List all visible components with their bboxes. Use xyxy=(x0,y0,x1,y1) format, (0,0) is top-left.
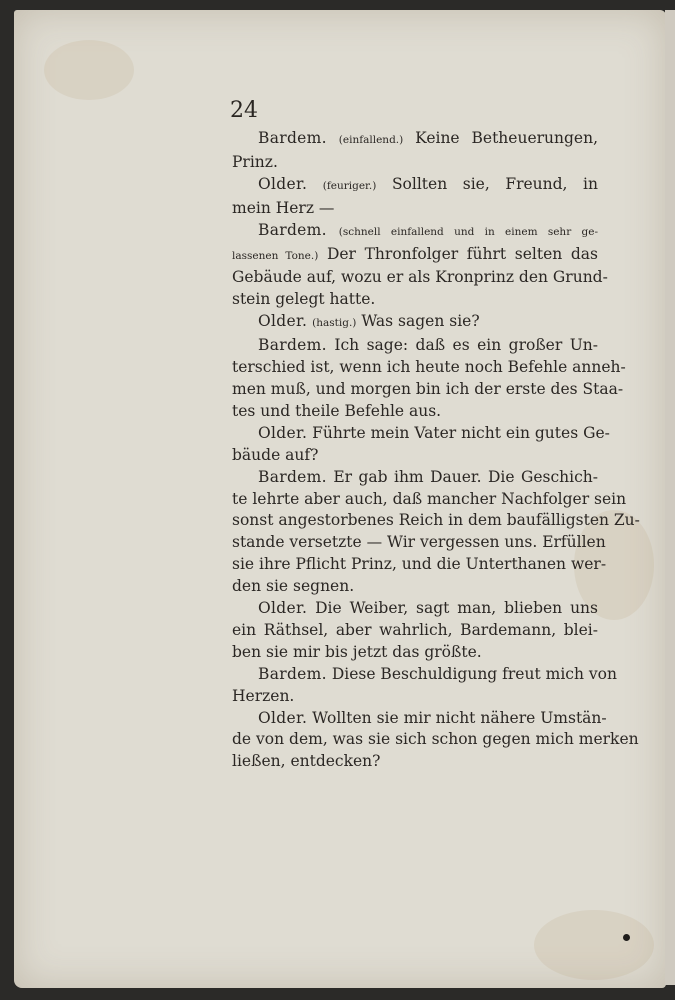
line-text: men muß, und morgen bin ich der erste des Staa- xyxy=(232,379,624,398)
text-line xyxy=(232,598,598,620)
line-text: Sollten sie, Freund, in xyxy=(391,174,598,193)
line-text: ließen, entdecken? xyxy=(232,752,381,771)
text-line xyxy=(232,289,598,311)
line-text: Die Weiber, sagt man, blieben uns xyxy=(315,599,598,618)
text-line xyxy=(232,532,606,554)
text-line xyxy=(232,198,598,220)
speaker-name: Older. xyxy=(258,599,308,618)
text-line xyxy=(232,335,598,357)
text-line xyxy=(232,152,598,174)
speaker-name: Bardem. xyxy=(258,467,327,486)
text-line xyxy=(232,423,610,445)
text-line xyxy=(232,489,627,511)
text-line xyxy=(232,244,598,268)
ink-dot xyxy=(623,934,630,941)
speaker-name: Bardem. xyxy=(258,129,327,147)
stage-direction: lassenen Tone.) xyxy=(232,249,319,262)
text-line xyxy=(232,220,598,244)
body-text xyxy=(232,128,640,773)
stage-direction: (feuriger.) xyxy=(322,179,377,192)
line-text: Wollten sie mir nicht nähere Umstän- xyxy=(312,708,607,727)
line-text: tes und theile Befehle aus. xyxy=(232,401,442,420)
paper-stain xyxy=(534,910,654,980)
text-line xyxy=(232,620,598,642)
line-text: Herzen. xyxy=(232,686,295,705)
speaker-name: Bardem. xyxy=(258,664,327,683)
text-line xyxy=(232,642,598,664)
line-text: Der Thronfolger führt selten das xyxy=(326,244,598,263)
text-line xyxy=(232,174,598,198)
text-line xyxy=(232,664,617,686)
stage-direction: (einfallend.) xyxy=(338,134,404,146)
line-text: stande versetzte — Wir vergessen uns. Erfüllen xyxy=(232,533,606,552)
speaker-name: Bardem. xyxy=(258,220,327,239)
text-line xyxy=(232,267,608,289)
line-text: Keine Betheuerungen, xyxy=(415,129,598,147)
line-text: Gebäude auf, wozu er als Kronprinz den Grund- xyxy=(232,268,608,287)
text-line xyxy=(232,686,598,708)
line-text: Führte mein Vater nicht ein gutes Ge- xyxy=(312,423,610,442)
page-number: 24 xyxy=(230,98,258,123)
speaker-name: Older. xyxy=(258,708,308,727)
line-text: den sie segnen. xyxy=(232,577,355,596)
paper-stain xyxy=(44,40,134,100)
text-line xyxy=(232,729,639,751)
stage-direction: (schnell einfallend und in einem sehr ge- xyxy=(338,225,598,238)
line-text: te lehrte aber auch, daß mancher Nachfolger sein xyxy=(232,489,627,508)
stage-direction: (hastig.) xyxy=(312,317,357,330)
line-text: ben sie mir bis jetzt das größte. xyxy=(232,642,482,661)
line-text: sie ihre Pflicht Prinz, und die Unterthanen wer- xyxy=(232,555,607,574)
line-text: mein Herz — xyxy=(232,198,335,217)
text-line xyxy=(232,510,640,532)
text-line xyxy=(232,379,624,401)
text-line xyxy=(232,576,598,598)
speaker-name: Older. xyxy=(258,174,308,193)
line-text: Diese Beschuldigung freut mich von xyxy=(331,664,617,683)
text-line xyxy=(232,445,598,467)
text-line xyxy=(232,357,626,379)
speaker-name: Bardem. xyxy=(258,336,327,355)
speaker-name: Older. xyxy=(258,312,308,331)
line-text: bäude auf? xyxy=(232,445,319,464)
line-text: Prinz. xyxy=(232,152,278,171)
line-text: Was sagen sie? xyxy=(361,312,480,331)
text-line xyxy=(232,554,607,576)
text-line xyxy=(232,401,598,423)
text-line xyxy=(232,708,607,730)
next-page-edge xyxy=(665,10,675,985)
text-line xyxy=(232,751,598,773)
text-line xyxy=(232,467,598,489)
text-line xyxy=(232,128,598,152)
line-text: sonst angestorbenes Reich in dem baufälligsten Zu- xyxy=(232,511,640,530)
line-text: ein Räthsel, aber wahrlich, Bardemann, blei- xyxy=(232,620,598,639)
line-text: Ich sage: daß es ein großer Un- xyxy=(334,336,599,355)
speaker-name: Older. xyxy=(258,423,308,442)
line-text: stein gelegt hatte. xyxy=(232,290,376,309)
line-text: de von dem, was sie sich schon gegen mich merken xyxy=(232,730,639,749)
line-text: Er gab ihm Dauer. Die Geschich- xyxy=(333,467,598,486)
text-line xyxy=(232,311,598,335)
line-text: terschied ist, wenn ich heute noch Befehle anneh- xyxy=(232,358,626,377)
